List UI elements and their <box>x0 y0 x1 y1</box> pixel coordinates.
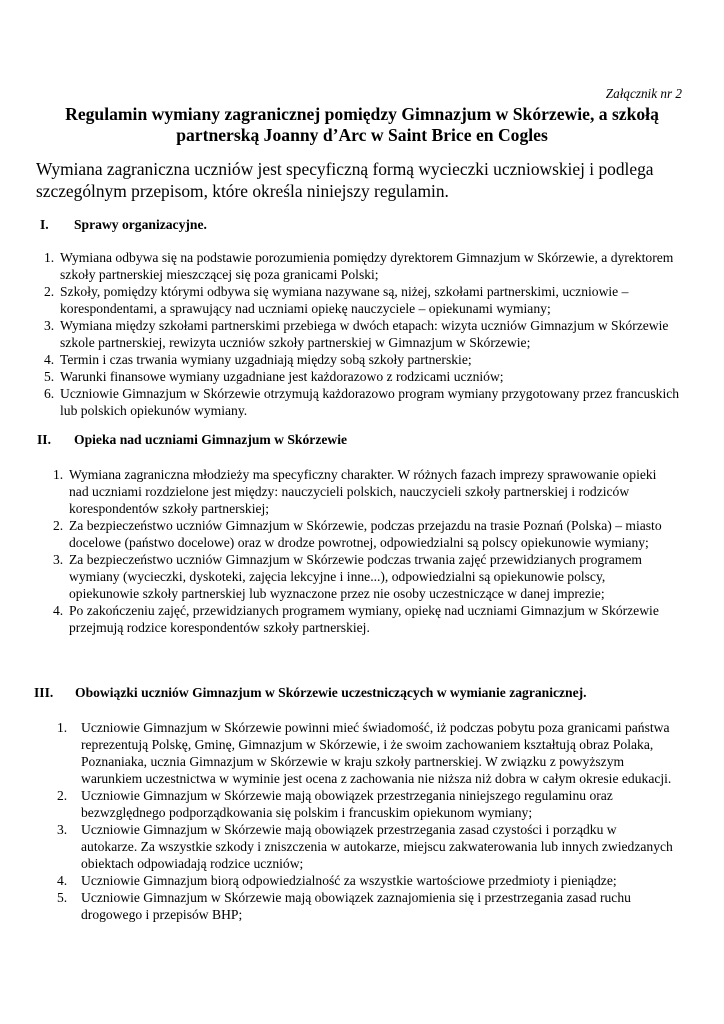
intro-paragraph: Wymiana zagraniczna uczniów jest specyficzną formą wycieczki uczniowskiej i podlega szczególnym przepisom, które określa niniejszy regulamin. <box>36 159 654 201</box>
item-text: Szkoły, pomiędzy którymi odbywa się wymiana nazywane są, niżej, szkołami partnerskimi, uczniowie – korespondentami, a sprawujący nad uczniami opiekę nauczyciele – opiekunami wymiany; <box>60 284 629 316</box>
item-number: 1. <box>44 250 55 265</box>
item-number: 3. <box>53 552 64 567</box>
item-number: 1. <box>57 720 68 735</box>
item-text: Uczniowie Gimnazjum w Skórzewie mają obowiązek przestrzegania niniejszego regulaminu oraz bezwzględnego podporządkowania się polskim i francuskim opiekunom wymiany; <box>81 788 613 820</box>
item-text: Wymiana odbywa się na podstawie porozumienia pomiędzy dyrektorem Gimnazjum w Skórzewie, a dyrektorem szkoły partnerskiej mieszczącej się poza granicami Polski; <box>60 250 674 282</box>
list-item <box>57 889 673 923</box>
list-item <box>44 317 686 351</box>
item-number: 4. <box>57 873 68 888</box>
item-number: 2. <box>57 788 68 803</box>
item-text: Warunki finansowe wymiany uzgadniane jest każdorazowo z rodzicami uczniów; <box>60 369 504 384</box>
item-text: Uczniowie Gimnazjum w Skórzewie mają obowiązek przestrzegania zasad czystości i porządku w autokarze. Za wszystkie szkody i zniszczenia w autokarze, miejscu zakwaterowania lub innych zwiedzanych obiektach odpowiadają rodzice uczniów; <box>81 822 673 871</box>
list-item <box>44 385 686 419</box>
list-item <box>53 602 673 636</box>
section-heading-1 <box>40 217 207 233</box>
title-line-1: Regulamin wymiany zagranicznej pomiędzy Gimnazjum w Skórzewie, a szkołą <box>65 104 659 124</box>
document-title <box>40 104 684 146</box>
item-text: Uczniowie Gimnazjum w Skórzewie mają obowiązek zaznajomienia się i przestrzegania zasad ruchu drogowego i przepisów BHP; <box>81 890 631 922</box>
title-line-2: partnerską Joanny d’Arc w Saint Brice en Cogles <box>176 125 548 145</box>
section-title: Obowiązki uczniów Gimnazjum w Skórzewie uczestniczących w wymianie zagranicznej. <box>75 685 587 700</box>
item-number: 4. <box>53 603 64 618</box>
section-title: Sprawy organizacyjne. <box>74 217 207 232</box>
item-text: Po zakończeniu zajęć, przewidzianych programem wymiany, opiekę nad uczniami Gimnazjum w Skórzewie przejmują rodzice korespondentów szkoły partnerskiej. <box>69 603 659 635</box>
item-text: Uczniowie Gimnazjum w Skórzewie otrzymują każdorazowo program wymiany przygotowany przez francuskich lub polskich opiekunów wymiany. <box>60 386 680 418</box>
item-number: 5. <box>44 369 55 384</box>
section-heading-3 <box>34 685 587 701</box>
list-item <box>57 872 673 889</box>
list-item <box>44 283 686 317</box>
section-number: I. <box>40 217 49 232</box>
item-number: 3. <box>44 318 55 333</box>
list-item <box>44 249 686 283</box>
section-1-list <box>44 249 686 419</box>
item-text: Wymiana zagraniczna młodzieży ma specyficzny charakter. W różnych fazach imprezy sprawowanie opieki nad uczniami rozdzielone jest między: nauczycieli polskich, nauczycieli szkoły partnerskiej i rodziców korespondentów szkoły partnerskiej; <box>69 467 657 516</box>
item-number: 1. <box>53 467 64 482</box>
section-2-list <box>53 466 673 636</box>
list-item <box>53 551 673 602</box>
list-item <box>53 517 673 551</box>
list-item <box>44 351 686 368</box>
item-text: Za bezpieczeństwo uczniów Gimnazjum w Skórzewie, podczas przejazdu na trasie Poznań (Polska) – miasto docelowe (państwo docelowe) oraz w drodze powrotnej, odpowiedzialni są polscy opiekunowie wymiany; <box>69 518 662 550</box>
item-text: Uczniowie Gimnazjum w Skórzewie powinni mieć świadomość, iż podczas pobytu poza granicami państwa reprezentują Polskę, Gminę, Gimnazjum w Skórzewie, i że swoim zachowaniem kształtują obraz Polaka, Poznaniaka, ucznia Gimnazjum w Skórzewie w kraju szkoły partnerskiej. W związku z powyższym warunkiem uczestnictwa w wyminie jest ocena z zachowania nie niższa niż dobra w całym okresie edukacji. <box>81 720 672 786</box>
item-text: Wymiana między szkołami partnerskimi przebiega w dwóch etapach: wizyta uczniów Gimnazjum w Skórzewie szkole partnerskiej, rewizyta uczniów szkoły partnerskiej w Gimnazjum w Skórzewie; <box>60 318 669 350</box>
item-number: 6. <box>44 386 55 401</box>
list-item <box>53 466 673 517</box>
item-number: 3. <box>57 822 68 837</box>
item-number: 4. <box>44 352 55 367</box>
section-number: III. <box>34 685 54 700</box>
section-3-list <box>57 719 673 923</box>
list-item <box>57 821 673 872</box>
list-item <box>44 368 686 385</box>
attachment-label: Załącznik nr 2 <box>605 86 682 101</box>
item-text: Za bezpieczeństwo uczniów Gimnazjum w Skórzewie podczas trwania zajęć przewidzianych programem wymiany (wycieczki, dyskoteki, zajęcia lekcyjne i inne...), odpowiedzialni są opiekunowie polscy, opiekunowie szkoły partnerskiej lub wyznaczone przez nie osoby uczestniczące w danej imprezie; <box>69 552 642 601</box>
section-title: Opieka nad uczniami Gimnazjum w Skórzewie <box>74 432 348 447</box>
section-number: II. <box>37 432 51 447</box>
list-item <box>57 719 673 787</box>
item-text: Uczniowie Gimnazjum biorą odpowiedzialność za wszystkie wartościowe przedmioty i pieniądze; <box>81 873 617 888</box>
item-number: 5. <box>57 890 68 905</box>
item-text: Termin i czas trwania wymiany uzgadniają między sobą szkoły partnerskie; <box>60 352 472 367</box>
section-heading-2 <box>37 432 347 448</box>
list-item <box>57 787 673 821</box>
item-number: 2. <box>53 518 64 533</box>
item-number: 2. <box>44 284 55 299</box>
